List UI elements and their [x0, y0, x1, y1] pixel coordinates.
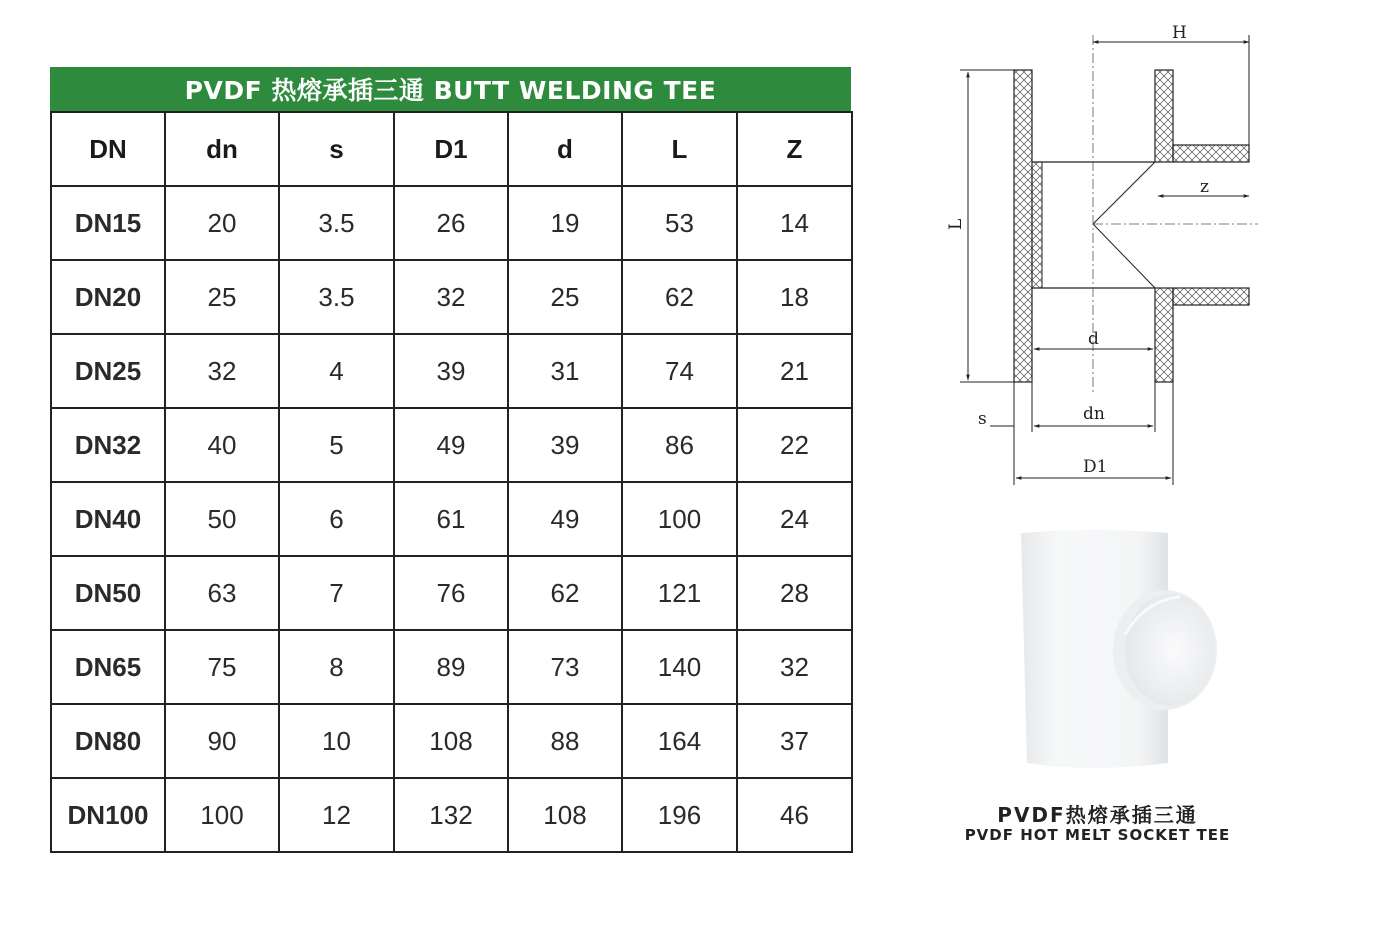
- table-cell: 39: [508, 408, 622, 482]
- label-z: z: [1200, 177, 1209, 197]
- table-title: PVDF 热熔承插三通 BUTT WELDING TEE: [50, 67, 851, 111]
- cell-dn-nominal: DN100: [51, 778, 165, 852]
- table-cell: 108: [508, 778, 622, 852]
- header-s: s: [279, 112, 394, 186]
- table-cell: 6: [279, 482, 394, 556]
- table-cell: 40: [165, 408, 279, 482]
- table-cell: 32: [737, 630, 852, 704]
- table-row: [51, 482, 852, 556]
- table-cell: 86: [622, 408, 737, 482]
- table-cell: 108: [394, 704, 508, 778]
- table-cell: 3.5: [279, 260, 394, 334]
- table-cell: 25: [508, 260, 622, 334]
- table-row: [51, 186, 852, 260]
- table-cell: 24: [737, 482, 852, 556]
- cell-dn-nominal: DN15: [51, 186, 165, 260]
- table-cell: 196: [622, 778, 737, 852]
- table-cell: 53: [622, 186, 737, 260]
- table-cell: 3.5: [279, 186, 394, 260]
- table-row: [51, 704, 852, 778]
- table-row: [51, 630, 852, 704]
- label-d: d: [1088, 329, 1099, 349]
- label-dn: dn: [1083, 404, 1105, 424]
- table-cell: 100: [165, 778, 279, 852]
- table-row: [51, 408, 852, 482]
- caption-chinese: PVDF热熔承插三通: [997, 803, 1198, 827]
- table-cell: 76: [394, 556, 508, 630]
- table-cell: 73: [508, 630, 622, 704]
- table-cell: 140: [622, 630, 737, 704]
- table-cell: 164: [622, 704, 737, 778]
- table-cell: 4: [279, 334, 394, 408]
- technical-drawing: [930, 20, 1270, 500]
- table-cell: 74: [622, 334, 737, 408]
- table-cell: 10: [279, 704, 394, 778]
- table-cell: 62: [622, 260, 737, 334]
- table-cell: 25: [165, 260, 279, 334]
- label-l: L: [946, 218, 966, 230]
- table-cell: 18: [737, 260, 852, 334]
- table-cell: 62: [508, 556, 622, 630]
- label-d1: D1: [1083, 457, 1108, 477]
- header-l: L: [622, 112, 737, 186]
- table-cell: 14: [737, 186, 852, 260]
- header-z: Z: [737, 112, 852, 186]
- header-dn: dn: [165, 112, 279, 186]
- table-cell: 8: [279, 630, 394, 704]
- table-cell: 22: [737, 408, 852, 482]
- header-dn-nominal: DN: [51, 112, 165, 186]
- cell-dn-nominal: DN80: [51, 704, 165, 778]
- table-row: [51, 778, 852, 852]
- table-cell: 61: [394, 482, 508, 556]
- table-cell: 46: [737, 778, 852, 852]
- caption-english: PVDF HOT MELT SOCKET TEE: [964, 826, 1231, 844]
- table-row: [51, 556, 852, 630]
- cell-dn-nominal: DN25: [51, 334, 165, 408]
- table-cell: 39: [394, 334, 508, 408]
- table-cell: 75: [165, 630, 279, 704]
- table-cell: 5: [279, 408, 394, 482]
- table-cell: 63: [165, 556, 279, 630]
- table-cell: 19: [508, 186, 622, 260]
- table-cell: 12: [279, 778, 394, 852]
- table-cell: 28: [737, 556, 852, 630]
- table-cell: 49: [394, 408, 508, 482]
- table-cell: 100: [622, 482, 737, 556]
- table-cell: 121: [622, 556, 737, 630]
- table-cell: 90: [165, 704, 279, 778]
- table-cell: 89: [394, 630, 508, 704]
- table-cell: 7: [279, 556, 394, 630]
- cell-dn-nominal: DN40: [51, 482, 165, 556]
- cell-dn-nominal: DN32: [51, 408, 165, 482]
- table-cell: 50: [165, 482, 279, 556]
- header-d: d: [508, 112, 622, 186]
- table-row: [51, 260, 852, 334]
- header-d1: D1: [394, 112, 508, 186]
- spec-table-block: [50, 67, 851, 853]
- table-cell: 26: [394, 186, 508, 260]
- label-s: s: [978, 409, 987, 429]
- table-cell: 32: [394, 260, 508, 334]
- cell-dn-nominal: DN50: [51, 556, 165, 630]
- table-cell: 37: [737, 704, 852, 778]
- header-row: [51, 112, 852, 186]
- table-cell: 32: [165, 334, 279, 408]
- cell-dn-nominal: DN20: [51, 260, 165, 334]
- table-cell: 20: [165, 186, 279, 260]
- spec-table: [50, 111, 853, 853]
- tee-section: [1014, 35, 1258, 395]
- cell-dn-nominal: DN65: [51, 630, 165, 704]
- table-cell: 49: [508, 482, 622, 556]
- product-photo: [1005, 525, 1235, 780]
- table-cell: 21: [737, 334, 852, 408]
- label-h: H: [1172, 23, 1187, 43]
- table-cell: 88: [508, 704, 622, 778]
- table-cell: 132: [394, 778, 508, 852]
- table-cell: 31: [508, 334, 622, 408]
- table-row: [51, 334, 852, 408]
